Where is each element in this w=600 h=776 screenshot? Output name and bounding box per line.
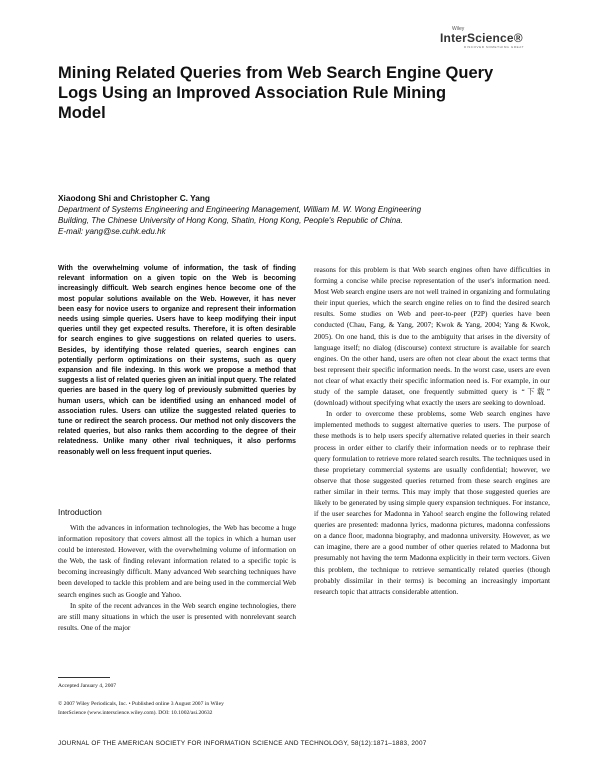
journal-footer: JOURNAL OF THE AMERICAN SOCIETY FOR INFORMATION SCIENCE AND TECHNOLOGY, 58(12):1871–1883, 2007 xyxy=(58,740,427,747)
accepted-date: Accepted January 4, 2007 xyxy=(58,683,117,689)
body-paragraph: In order to overcome these problems, some Web search engines have implemented methods to suggest alternative queries to users. The purpose of these methods is to help users specify alternative related queries in their search process in order either to clarify their information needs or to rephrase their query formulation to retrieve more related search results. The techniques used in these proprietary commercial systems are usually confidential; however, we observe that those suggested queries returned from these search engines are rather similar in their terms. This may imply that those suggested queries are likely to be generated by using simple query expansion techniques. For instance, if the user searches for Madonna in Yahoo! search engine the following related queries are presented: madonna lyrics, madonna pictures, madonna confessions on a dance floor, madonna biography, and madonna university. However, as we can imagine, there are a good number of other queries related to Madonna but presumably not having the term Madonna explicitly in their term vectors. Given this problem, the technique to retrieve semantically related queries (though probably dissimilar in their terms) is becoming an increasingly important research topic that attracts considerable attention. xyxy=(314,409,550,596)
copyright-notice xyxy=(58,700,298,718)
left-column-body xyxy=(58,522,296,633)
logo-publisher: Wiley xyxy=(452,26,465,32)
logo-tagline: DISCOVER SOMETHING GREAT xyxy=(464,45,525,49)
copyright-line: InterScience (www.interscience.wiley.com). DOI: 10.1002/asi.20632 xyxy=(58,710,213,716)
footnote-divider xyxy=(58,677,110,678)
body-paragraph: reasons for this problem is that Web search engines often have difficulties in forming a concise while precise representation of the user's information need. Most Web search engine users are not well trained in organizing and formulating their input queries, which the search engine relies on to find the desired search results. Some studies on Web and peer-to-peer (P2P) queries have been conducted (Chau, Fang, & Yang, 2007; Kwok & Yang, 2004; Yang & Kwok, 2005). On one hand, this is due to the ambiguity that arises in the diversity of language itself; no dialog (discourse) context structure is available for search engines. On the other hand, users are often not clear about the exact terms that best represent their specific information needs. In the worst case, users are even not clear of what exactly their specific information need is. For example, in our study of the sample dataset, one frequently submitted query is “下载” (download) without specifying what exactly the users are seeking to download. xyxy=(314,265,550,408)
affiliation xyxy=(58,204,548,237)
body-paragraph: With the advances in information technologies, the Web has become a huge information repository that covers almost all the topics in which a human user could be interested. However, with the overwhelming volume of information on the Web, the task of finding relevant information related to a specific topic is becoming increasingly difficult. Many advanced Web searching techniques have been developed to tackle this problem and are being used in the commercial Web search engines such as Google and Yahoo. xyxy=(58,523,296,599)
author-email: E-mail: yang@se.cuhk.edu.hk xyxy=(58,227,166,236)
paper-title: Mining Related Queries from Web Search Engine Query Logs Using an Improved Association Rule Mining Model xyxy=(58,64,494,122)
affiliation-line: Building, The Chinese University of Hong Kong, Shatin, Hong Kong, People's Republic of China. xyxy=(58,216,403,225)
author-list: Xiaodong Shi and Christopher C. Yang xyxy=(58,193,210,203)
section-heading-introduction: Introduction xyxy=(58,507,102,517)
body-paragraph: In spite of the recent advances in the Web search engine technologies, there are still many situations in which the user is presented with nonrelevant search results. One of the major xyxy=(58,600,296,632)
abstract: With the overwhelming volume of information, the task of finding relevant information on a given topic on the Web is becoming increasingly difficult. Web search engines hence become one of the most popular solutions available on the Web. However, it has never been easy for novice users to organize and represent their information needs using simple queries. Users have to keep modifying their input queries until they get expected results. Therefore, it is often desirable for search engines to give suggestions on related queries to users. Besides, by identifying those related queries, search engines can potentially perform optimizations on their systems, such as query expansion and file indexing. In this work we propose a method that suggests a list of related queries given an initial input query. The related queries are based in the query log of previously submitted queries by human users, which can be identified using an enhanced model of association rules. Users can utilize the suggested related queries to tune or redirect the search process. Our method not only discovers the related queries, but also ranks them according to the degree of their relatedness. Unlike many other rival techniques, it also performs reasonably well on less frequent input queries. xyxy=(58,265,296,456)
copyright-line: © 2007 Wiley Periodicals, Inc. • Published online 3 August 2007 in Wiley xyxy=(58,701,224,707)
right-column-body xyxy=(314,264,550,597)
publisher-logo xyxy=(440,28,550,50)
affiliation-line: Department of Systems Engineering and Engineering Management, William M. W. Wong Engineering xyxy=(58,205,422,214)
logo-brand: InterScience® xyxy=(440,31,523,45)
